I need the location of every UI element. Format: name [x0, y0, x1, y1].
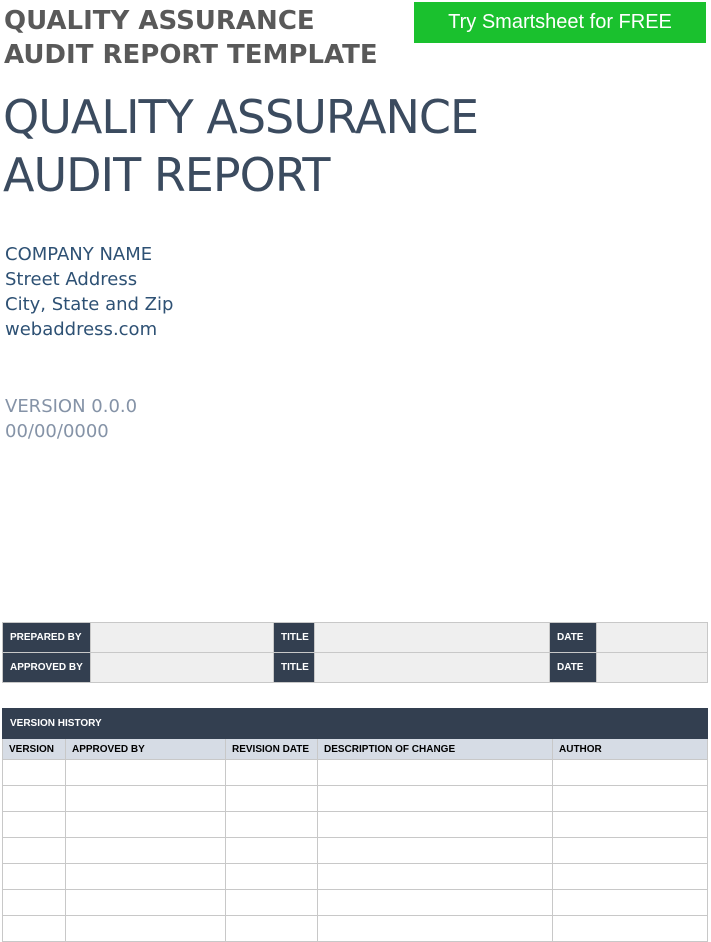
table-cell[interactable]: [3, 786, 66, 812]
approved-by-row: [3, 653, 708, 683]
approved-title-field[interactable]: [315, 653, 550, 683]
version-history-heading-row: [3, 709, 708, 739]
prepared-by-label: PREPARED BY: [3, 623, 91, 653]
table-cell[interactable]: [226, 760, 318, 786]
column-header-version: VERSION: [3, 739, 66, 760]
table-row: [3, 838, 708, 864]
approved-date-field[interactable]: [597, 653, 708, 683]
table-cell[interactable]: [66, 864, 226, 890]
date-label: DATE: [550, 653, 597, 683]
table-cell[interactable]: [226, 916, 318, 942]
try-smartsheet-button[interactable]: Try Smartsheet for FREE: [414, 2, 706, 43]
street-address[interactable]: Street Address: [5, 269, 138, 290]
table-cell[interactable]: [226, 786, 318, 812]
version-history-table: [2, 708, 708, 942]
table-cell[interactable]: [318, 760, 553, 786]
table-cell[interactable]: [553, 916, 708, 942]
title-label: TITLE: [274, 623, 315, 653]
table-cell[interactable]: [553, 760, 708, 786]
table-cell[interactable]: [553, 838, 708, 864]
table-row: [3, 890, 708, 916]
signoff-table: [2, 622, 708, 683]
table-cell[interactable]: [318, 786, 553, 812]
version-history-body: [3, 760, 708, 942]
approved-by-field[interactable]: [91, 653, 274, 683]
table-cell[interactable]: [66, 916, 226, 942]
table-cell[interactable]: [318, 812, 553, 838]
table-cell[interactable]: [3, 760, 66, 786]
prepared-by-row: [3, 623, 708, 653]
table-cell[interactable]: [318, 838, 553, 864]
column-header-row: [3, 739, 708, 760]
table-cell[interactable]: [66, 760, 226, 786]
version-block: [5, 394, 137, 444]
city-state-zip[interactable]: City, State and Zip: [5, 294, 174, 315]
template-title-line: QUALITY ASSURANCE: [4, 6, 315, 36]
table-row: [3, 786, 708, 812]
table-cell[interactable]: [3, 838, 66, 864]
table-cell[interactable]: [553, 786, 708, 812]
column-header-author: AUTHOR: [553, 739, 708, 760]
column-header-approved-by: APPROVED BY: [66, 739, 226, 760]
template-title-line: AUDIT REPORT TEMPLATE: [4, 40, 378, 70]
table-cell[interactable]: [66, 812, 226, 838]
table-cell[interactable]: [318, 890, 553, 916]
table-cell[interactable]: [226, 864, 318, 890]
table-cell[interactable]: [66, 838, 226, 864]
approved-by-label: APPROVED BY: [3, 653, 91, 683]
prepared-by-field[interactable]: [91, 623, 274, 653]
prepared-title-field[interactable]: [315, 623, 550, 653]
column-header-description: DESCRIPTION OF CHANGE: [318, 739, 553, 760]
report-title-line: QUALITY ASSURANCE: [3, 90, 479, 144]
table-cell[interactable]: [553, 812, 708, 838]
table-cell[interactable]: [66, 890, 226, 916]
table-cell[interactable]: [553, 864, 708, 890]
table-cell[interactable]: [226, 838, 318, 864]
table-row: [3, 812, 708, 838]
table-cell[interactable]: [66, 786, 226, 812]
table-row: [3, 864, 708, 890]
column-header-revision-date: REVISION DATE: [226, 739, 318, 760]
table-cell[interactable]: [3, 812, 66, 838]
version-label[interactable]: VERSION 0.0.0: [5, 396, 138, 417]
table-row: [3, 760, 708, 786]
prepared-date-field[interactable]: [597, 623, 708, 653]
web-address[interactable]: webaddress.com: [5, 319, 158, 340]
table-cell[interactable]: [318, 864, 553, 890]
table-row: [3, 916, 708, 942]
table-cell[interactable]: [226, 812, 318, 838]
table-cell[interactable]: [553, 890, 708, 916]
date-label: DATE: [550, 623, 597, 653]
table-cell[interactable]: [3, 864, 66, 890]
table-cell[interactable]: [226, 890, 318, 916]
table-cell[interactable]: [318, 916, 553, 942]
company-name[interactable]: COMPANY NAME: [5, 244, 153, 265]
title-label: TITLE: [274, 653, 315, 683]
company-block: [5, 242, 173, 342]
report-title: [3, 88, 478, 204]
version-history-heading: VERSION HISTORY: [3, 709, 708, 739]
version-date[interactable]: 00/00/0000: [5, 421, 109, 442]
template-title: [4, 4, 378, 72]
table-cell[interactable]: [3, 890, 66, 916]
report-title-line: AUDIT REPORT: [3, 148, 330, 202]
table-cell[interactable]: [3, 916, 66, 942]
